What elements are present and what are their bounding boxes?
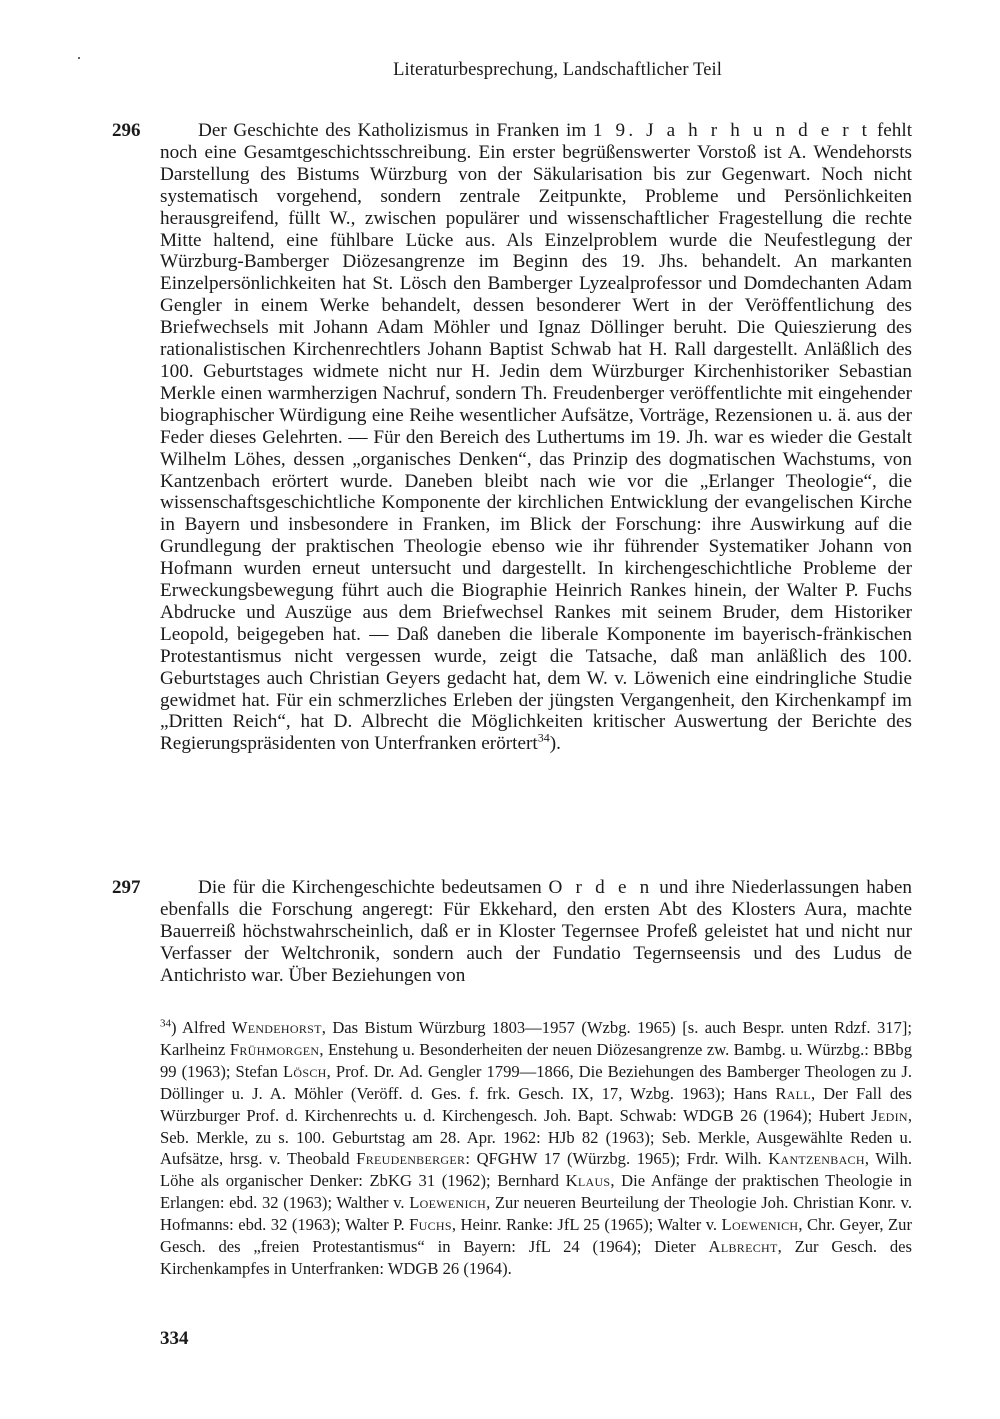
footnote-text: ) Alfred [171,1018,232,1037]
footnote-text: , Zur neueren Beurteilung der Theologie Joh. Christian Konr. v. Hofmanns: ebd. 32 (1963); Walter P. [160,1193,912,1235]
author-surname: Klaus [565,1171,611,1191]
author-surname: Fuchs [409,1215,452,1235]
paragraph-text: fehlt noch eine Gesamtgeschichtsschreibung. Ein erster begrüßenswerter Vorstoß ist A. Wendehorsts Darstellung des Bistums Würzburg von der Säkularisation bis zur Gegenwart. Noch nicht systematisch vorgehend, sondern zentrale Zeitpunkte, Probleme und Persönlichkeiten herausgreifend, füllt W., zwischen populärer und wissenschaftlicher Fragestellung die rechte Mitte haltend, eine fühlbare Lücke aus. Als Einzelproblem wurde die Neufestlegung der Würzburg-Bamberger Diözesangrenze im Beginn des 19. Jhs. behandelt. An markanten Einzelpersönlichkeiten hat St. Lösch den Bamberger Lyzealprofessor und Domdechanten Adam Gengler in einem Werke behandelt, dessen besonderer Wert in der Veröffentlichung des Briefwechsels mit Johann Adam Möhler und Ignaz Döllinger beruht. Die Quieszierung des rationalistischen Kirchenrechtlers Johann Baptist Schwab hat H. Rall dargestellt. Anläßlich des 100. Geburtstages widmete nicht nur H. Jedin dem Würzburger Kirchenhistoriker Sebastian Merkle einen warmherzigen Nachruf, sondern Th. Freudenberger veröffentlichte mit eingehender biographischer Würdigung eine Reihe wesentlicher Aufsätze, Vorträge, Rezensionen u. ä. aus der Feder dieses Gelehrten. — Für den Bereich des Luthertums im 19. Jh. war es wieder die Gestalt Wilhelm Löhes, dessen „organisches Denken“, das Prinzip des dogmatischen Wachstums, von Kantzenbach erörtert wurde. Daneben bleibt nach wie vor die „Erlanger Theologie“, die wissenschaftsgeschichtliche Komponente der kirchlichen Entwicklung der evangelischen Kirche in Bayern und insbesondere in Franken, im Blick der Forschung: ihre Auswirkung auf die Grundlegung der praktischen Theologie ebenso wie ihr führender Systematiker Johann von Hofmann wurden erneut untersucht und dargestellt. In kirchengeschichtliche Probleme der Erweckungsbewegung führt auch die Biographie Heinrich Rankes hinein, der Walter P. Fuchs Abdrucke und Auszüge aus dem Briefwechsel Rankes mit seinem Bruder, dem Historiker Leopold, beigegeben hat. — Daß daneben die liberale Komponente im bayerisch-fränkischen Protestantismus nicht vergessen wurde, zeigt die Tatsache, daß man anläßlich des 100. Geburtstages auch Christian Geyers gedacht hat, dem W. v. Löwenich eine eindringliche Studie gewidmet hat. Für ein schmerzliches Erleben der jüngsten Vergangenheit, den Kirchenkampf im „Dritten Reich“, hat D. Albrecht die Möglichkeiten kritischer Auswertung der Berichte des Regierungspräsidenten von Unterfranken erörtert [160,120,913,755]
paragraph-text: Die für die Kirchengeschichte bedeutsamen [198,877,542,898]
footnote-text: , Zur Gesch. des Kirchenkampfes in Unterfranken: WDGB 26 (1964). [160,1237,912,1278]
spaced-emphasis: O r d e n [548,877,653,898]
author-surname: Rall [775,1083,811,1103]
page-number: 334 [160,1328,189,1349]
author-surname: Loewenich [409,1193,487,1213]
footnote-text: : QFGHW 17 (Würzbg. 1965); Frdr. Wilh. [465,1149,769,1169]
author-surname: Frühmorgen [229,1039,320,1059]
paragraph-296 [160,120,912,755]
author-surname: Albrecht [708,1237,778,1257]
print-speck [78,57,80,59]
footnote-text: , Seb. Merkle, zu s. 100. Geburtstag am 28. Apr. 1962: HJb 82 (1963); Seb. Merkle, Ausgewählte Reden u. Aufsätze, hrsg. v. Theobald [160,1105,912,1169]
footnote-text: , Das Bistum Würzburg 1803—1957 (Wzbg. 1965) [s. auch Bespr. unten Rdzf. 317]; Karlheinz [160,1018,912,1059]
author-surname: Kantzenbach [768,1149,865,1169]
paragraph-text: ). [549,733,561,755]
author-surname: Freudenberger [356,1149,466,1169]
running-header: Literaturbesprechung, Landschaftlicher Teil [393,60,722,80]
author-surname: Lösch [283,1061,327,1081]
footnote-text: , Der Fall des Würzburger Prof. d. Kirchenrechts u. d. Kirchengesch. Joh. Bapt. Schwab: WDGB 26 (1964); Hubert [160,1083,912,1125]
footnote-reference: 34 [537,730,550,745]
spaced-emphasis: 1 9. J a h r h u n d e r t [592,120,871,141]
footnote-text: , Chr. Geyer, Zur Gesch. des „freien Protestantismus“ in Bayern: JfL 24 (1964); Dieter [160,1215,912,1257]
paragraph-text: Der Geschichte des Katholizismus in Franken im [198,120,587,141]
footnote-text: , Heinr. Ranke: JfL 25 (1965); Walter v. [451,1215,722,1235]
paragraph-text: und ihre Niederlassungen haben ebenfalls die Forschung angeregt: Für Ekkehard, den ersten Abt des Klosters Aura, machte Bauerreiß höchstwahrscheinlich, daß er in Kloster Tegernsee Profeß geleistet hat und nicht nur Verfasser der Weltchronik, sondern auch der Fundatio Tegernseensis und des Ludus de Antichristo war. Über Beziehungen von [160,877,913,986]
author-surname: Loewenich [721,1215,799,1235]
footnote-text: , Wilh. Löhe als organischer Denker: ZbKG 31 (1962); Bernhard [160,1149,912,1191]
footnote-text: , Prof. Dr. Ad. Gengler 1799—1866, Die Beziehungen des Bamberger Theologen zu J. Döllinger u. J. A. Möhler (Veröff. d. Ges. f. frk. Gesch. IX, 17, Wzbg. 1963); Hans [160,1061,912,1103]
paragraph-number: 296 [112,120,141,141]
footnote-text: , Enstehung u. Besonderheiten der neuen Diözesangrenze zw. Bambg. u. Würzbg.: BBbg 99 (1963); Stefan [160,1039,912,1081]
paragraph-number: 297 [112,877,141,898]
footnote-34 [160,1017,912,1280]
author-surname: Wendehorst [231,1018,322,1037]
author-surname: Jedin [871,1105,908,1125]
footnote-text: , Die Anfänge der praktischen Theologie in Erlangen: ebd. 32 (1963); Walther v. [160,1171,912,1213]
paragraph-297 [160,877,912,987]
footnote-mark: 34 [160,1017,171,1030]
